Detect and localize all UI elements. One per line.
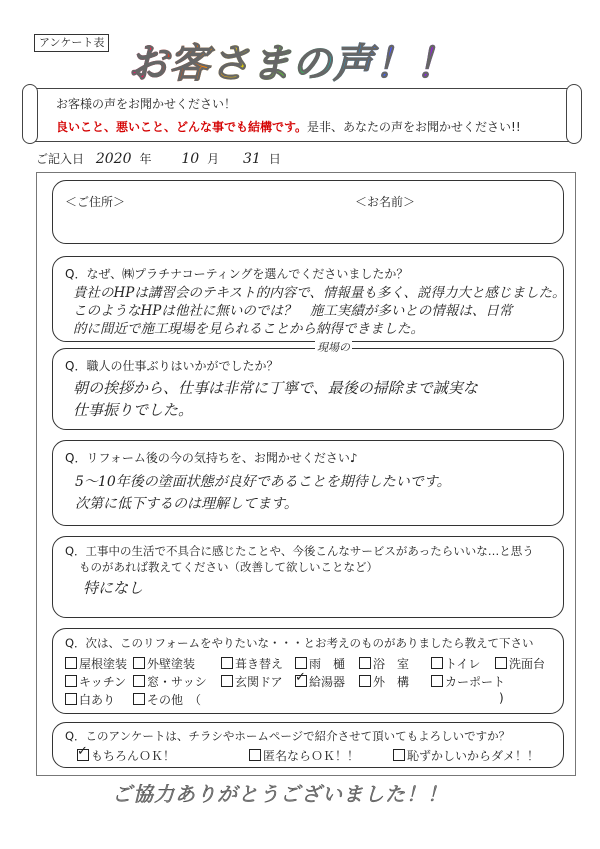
intro-request: 是非、あなたの声をお聞かせください!! bbox=[307, 120, 521, 134]
answer-2-annotation: 現場の bbox=[317, 341, 350, 354]
answer-3-line-2: 次第に低下するのは理解してます。 bbox=[75, 496, 298, 512]
date-month[interactable]: 10 bbox=[181, 151, 200, 167]
option-label: 屋根塗装 bbox=[79, 657, 128, 671]
date-label: ご記入日 bbox=[36, 152, 85, 166]
address-box[interactable] bbox=[52, 180, 564, 244]
option-water-heater[interactable] bbox=[295, 673, 345, 690]
option-label: 給湯器 bbox=[309, 675, 346, 689]
checkbox[interactable] bbox=[65, 675, 77, 687]
checkbox[interactable] bbox=[133, 693, 145, 705]
month-unit: 月 bbox=[207, 152, 220, 166]
option-label: その他 （ bbox=[147, 693, 202, 707]
question-4-box[interactable] bbox=[52, 536, 564, 618]
address-label: ＜ご住所＞ bbox=[65, 195, 126, 209]
checkbox[interactable] bbox=[295, 657, 307, 669]
option-label: 外壁塗装 bbox=[147, 657, 196, 671]
question-5-text: Q．次は、このリフォームをやりたいな・・・とお考えのものがありましたら教えて下さい bbox=[65, 636, 534, 650]
intro-line-1: お客様の声をお聞かせください！ bbox=[56, 97, 237, 111]
option-roof-painting[interactable] bbox=[65, 655, 127, 672]
option-label: 雨 樋 bbox=[309, 657, 346, 671]
other-close-paren: ) bbox=[499, 691, 504, 705]
option-publish-no[interactable] bbox=[393, 747, 539, 764]
intro-highlight: 良いこと、悪いこと、どんな事でも結構です。 bbox=[56, 120, 308, 134]
checkbox-checked[interactable] bbox=[295, 675, 307, 687]
question-5-box bbox=[52, 628, 564, 714]
option-label: 浴 室 bbox=[373, 657, 410, 671]
option-label: 玄関ドア bbox=[235, 675, 283, 689]
checkbox[interactable] bbox=[359, 657, 371, 669]
date-day[interactable]: 31 bbox=[243, 151, 261, 167]
checkbox[interactable] bbox=[133, 657, 145, 669]
question-1-box[interactable] bbox=[52, 256, 564, 342]
checkbox[interactable] bbox=[495, 657, 507, 669]
scroll-curl-right bbox=[566, 84, 582, 144]
question-6-box bbox=[52, 722, 564, 768]
scroll-curl-left bbox=[22, 84, 38, 144]
checkbox[interactable] bbox=[65, 657, 77, 669]
option-label: キッチン bbox=[79, 675, 127, 689]
option-label: 匿名ならＯＫ！！ bbox=[263, 749, 360, 763]
question-2-text: Q．職人の仕事ぶりはいかがでしたか？ bbox=[65, 359, 279, 373]
day-unit: 日 bbox=[268, 152, 281, 166]
option-label: 恥ずかしいからダメ！！ bbox=[407, 749, 540, 763]
answer-1-line-2: このようなHPは他社に無いのでは？ 施工実績が多いとの情報は、日常 bbox=[73, 303, 513, 319]
question-3-text: Q．リフォーム後の今の気持ちを、お聞かせください♪ bbox=[65, 451, 358, 465]
option-label: 洗面台 bbox=[509, 657, 546, 671]
answer-1-line-1: 貴社のHPは講習会のテキスト的内容で、情報量も多く、説得力大と感じました。 bbox=[73, 285, 566, 301]
option-label: 外 構 bbox=[373, 675, 410, 689]
option-carport[interactable] bbox=[431, 673, 505, 690]
page-title: お客さまの声！！ bbox=[128, 32, 456, 89]
checkbox[interactable] bbox=[249, 749, 261, 761]
option-publish-ok[interactable] bbox=[77, 747, 175, 764]
checkbox[interactable] bbox=[393, 749, 405, 761]
option-washstand[interactable] bbox=[495, 655, 545, 672]
option-publish-anonymous[interactable] bbox=[249, 747, 359, 764]
question-2-box[interactable] bbox=[52, 341, 564, 430]
option-label: 葺き替え bbox=[235, 657, 284, 671]
question-6-text: Q．このアンケートは、チラシやホームページで紹介させて頂いてもよろしいですか？ bbox=[65, 729, 511, 743]
option-toilet[interactable] bbox=[431, 655, 480, 672]
option-wall-painting[interactable] bbox=[133, 655, 195, 672]
checkbox[interactable] bbox=[431, 675, 443, 687]
answer-3-line-1: 5～10年後の塗面状態が良好であることを期待したいです。 bbox=[75, 474, 451, 490]
question-4-text: Q．工事中の生活で不具合に感じたことや、今後こんなサービスがあったらいいな…と思う bbox=[65, 544, 534, 558]
option-label: 窓・サッシ bbox=[147, 675, 207, 689]
checkbox[interactable] bbox=[133, 675, 145, 687]
name-label: ＜お名前＞ bbox=[355, 195, 416, 209]
checkbox-checked[interactable] bbox=[77, 749, 89, 761]
thank-you-footer: ご協力ありがとうございました！！ bbox=[112, 782, 448, 806]
option-other[interactable] bbox=[133, 691, 201, 708]
checkbox[interactable] bbox=[65, 693, 77, 705]
option-reroofing[interactable] bbox=[221, 655, 283, 672]
question-3-box[interactable] bbox=[52, 440, 564, 526]
option-bathroom[interactable] bbox=[359, 655, 409, 672]
checkbox[interactable] bbox=[431, 657, 443, 669]
option-label: カーポート bbox=[445, 675, 506, 689]
year-unit: 年 bbox=[139, 152, 152, 166]
checkbox[interactable] bbox=[221, 675, 233, 687]
checkbox[interactable] bbox=[221, 657, 233, 669]
date-row bbox=[36, 150, 281, 167]
option-kitchen[interactable] bbox=[65, 673, 126, 690]
answer-4: 特になし bbox=[83, 579, 144, 597]
option-label: もちろんＯＫ！ bbox=[91, 749, 176, 763]
question-4-text-2: ものがあれば教えてください（改善して欲しいことなど） bbox=[79, 560, 378, 574]
option-entrance-door[interactable] bbox=[221, 673, 283, 690]
answer-1-line-3: 的に間近で施工現場を見られることから納得できました。 bbox=[73, 321, 424, 337]
option-exterior[interactable] bbox=[359, 673, 409, 690]
document-label: アンケート表 bbox=[34, 34, 109, 52]
option-window-sash[interactable] bbox=[133, 673, 207, 690]
intro-line-2 bbox=[56, 118, 521, 135]
option-label: トイレ bbox=[445, 657, 481, 671]
checkbox[interactable] bbox=[359, 675, 371, 687]
date-year[interactable]: 2020 bbox=[95, 151, 132, 167]
question-1-text: Q．なぜ、㈱プラチナコーティングを選んでくださいましたか？ bbox=[65, 267, 409, 281]
option-termite[interactable] bbox=[65, 691, 115, 708]
answer-2-line-2: 仕事振りでした。 bbox=[73, 401, 194, 419]
option-label: 白あり bbox=[79, 693, 116, 707]
answer-2-line-1: 朝の挨拶から、仕事は非常に丁寧で、最後の掃除まで誠実な bbox=[73, 379, 478, 397]
